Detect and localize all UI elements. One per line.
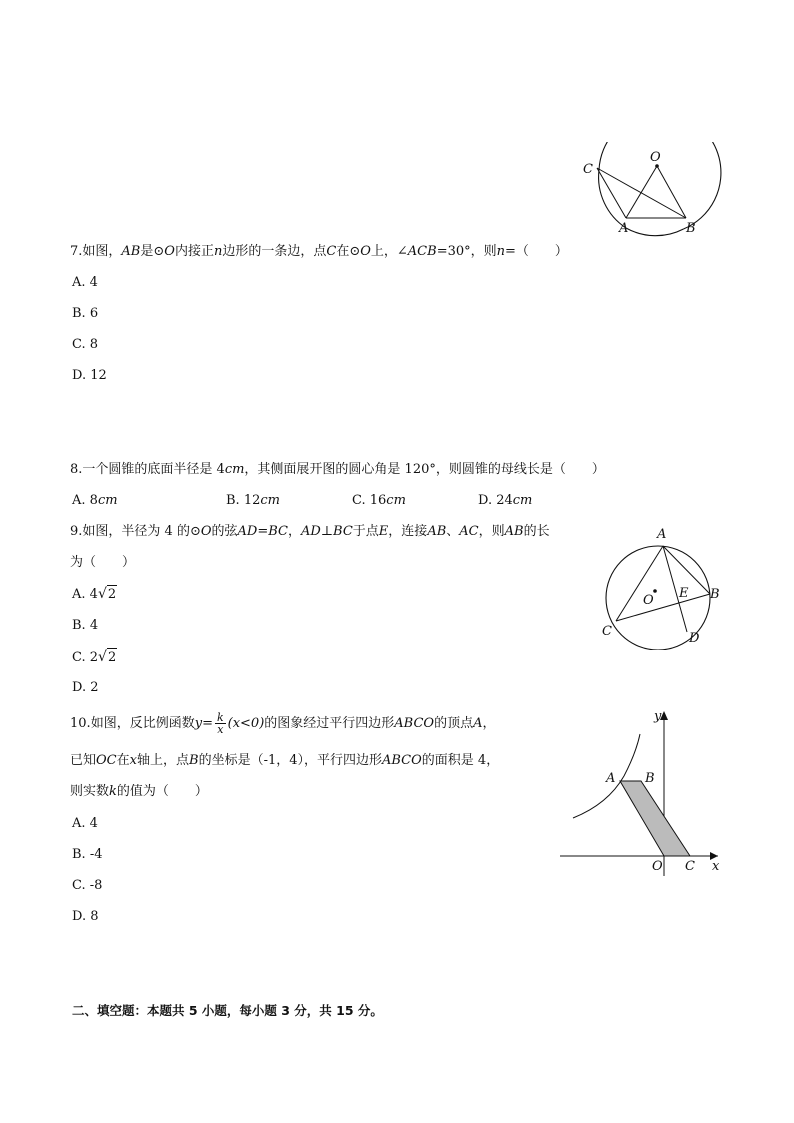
- q7-label-c: C: [583, 162, 593, 177]
- q8-stem: 8.一个圆锥的底面半径是 4cm，其侧面展开图的圆心角是 120°，则圆锥的母线长是（ ）: [70, 462, 605, 477]
- q9-stem: 9.如图，半径为 4 的⊙O的弦AD=BC，AD⊥BC于点E，连接AB、AC，则AB的长: [70, 524, 550, 539]
- q8-option-a[interactable]: A. 8cm: [72, 493, 118, 508]
- q9-label-c: C: [602, 624, 612, 639]
- q9-label-a: A: [657, 527, 667, 542]
- q10-label-c: C: [685, 859, 695, 874]
- q10-option-c[interactable]: C. -8: [72, 878, 103, 893]
- q8-option-d[interactable]: D. 24cm: [478, 493, 533, 508]
- q10-figure: [560, 706, 730, 878]
- q7-stem: 7.如图，AB是⊙O内接正n边形的一条边，点C在⊙O上，∠ACB=30°，则n=（ ）: [70, 244, 568, 259]
- q10-label-x: x: [712, 859, 720, 874]
- q10-label-o: O: [652, 859, 663, 874]
- q8-option-c[interactable]: C. 16cm: [352, 493, 406, 508]
- q9-label-o: O: [643, 593, 654, 608]
- q9-option-a[interactable]: A. 4√2: [72, 586, 117, 602]
- q10-stem-line2: 已知OC在x轴上，点B的坐标是（-1，4），平行四边形ABCO的面积是 4，: [70, 753, 500, 768]
- q9-option-d[interactable]: D. 2: [72, 680, 99, 695]
- q9-figure: [592, 524, 732, 650]
- q10-option-a[interactable]: A. 4: [72, 816, 98, 831]
- section-2-heading: 二、填空题：本题共 5 小题，每小题 3 分，共 15 分。: [72, 1003, 383, 1018]
- q7-option-d[interactable]: D. 12: [72, 368, 107, 383]
- q9-label-e: E: [679, 586, 689, 601]
- q9-option-c[interactable]: C. 2√2: [72, 649, 117, 665]
- q7-option-c[interactable]: C. 8: [72, 337, 99, 352]
- q7-label-b: B: [686, 221, 696, 236]
- q10-label-a: A: [606, 771, 616, 786]
- q10-option-b[interactable]: B. -4: [72, 847, 103, 862]
- q9-label-b: B: [710, 587, 720, 602]
- q7-option-b[interactable]: B. 6: [72, 306, 99, 321]
- q10-stem-line3: 则实数k的值为（ ）: [70, 784, 208, 799]
- q10-label-y: y: [654, 709, 662, 724]
- q9-stem-line2: 为（ ）: [70, 555, 136, 570]
- q7-label-a: A: [619, 221, 629, 236]
- q10-fraction: $\frac{k}{x}$: [216, 711, 224, 736]
- q7-option-a[interactable]: A. 4: [72, 275, 98, 290]
- q9-label-d: D: [689, 631, 700, 646]
- q10-option-d[interactable]: D. 8: [72, 909, 99, 924]
- q10-parallelogram: [620, 781, 690, 856]
- q9-option-b[interactable]: B. 4: [72, 618, 99, 633]
- q7-figure: [578, 142, 728, 238]
- q8-option-b[interactable]: B. 12cm: [226, 493, 280, 508]
- q10-label-b: B: [645, 771, 655, 786]
- q10-stem: 10.如图，反比例函数y= $\frac{k}{x}$ (x<0)的图象经过平行四边形ABCO的顶点A，: [70, 711, 496, 736]
- q7-label-o: O: [650, 150, 661, 165]
